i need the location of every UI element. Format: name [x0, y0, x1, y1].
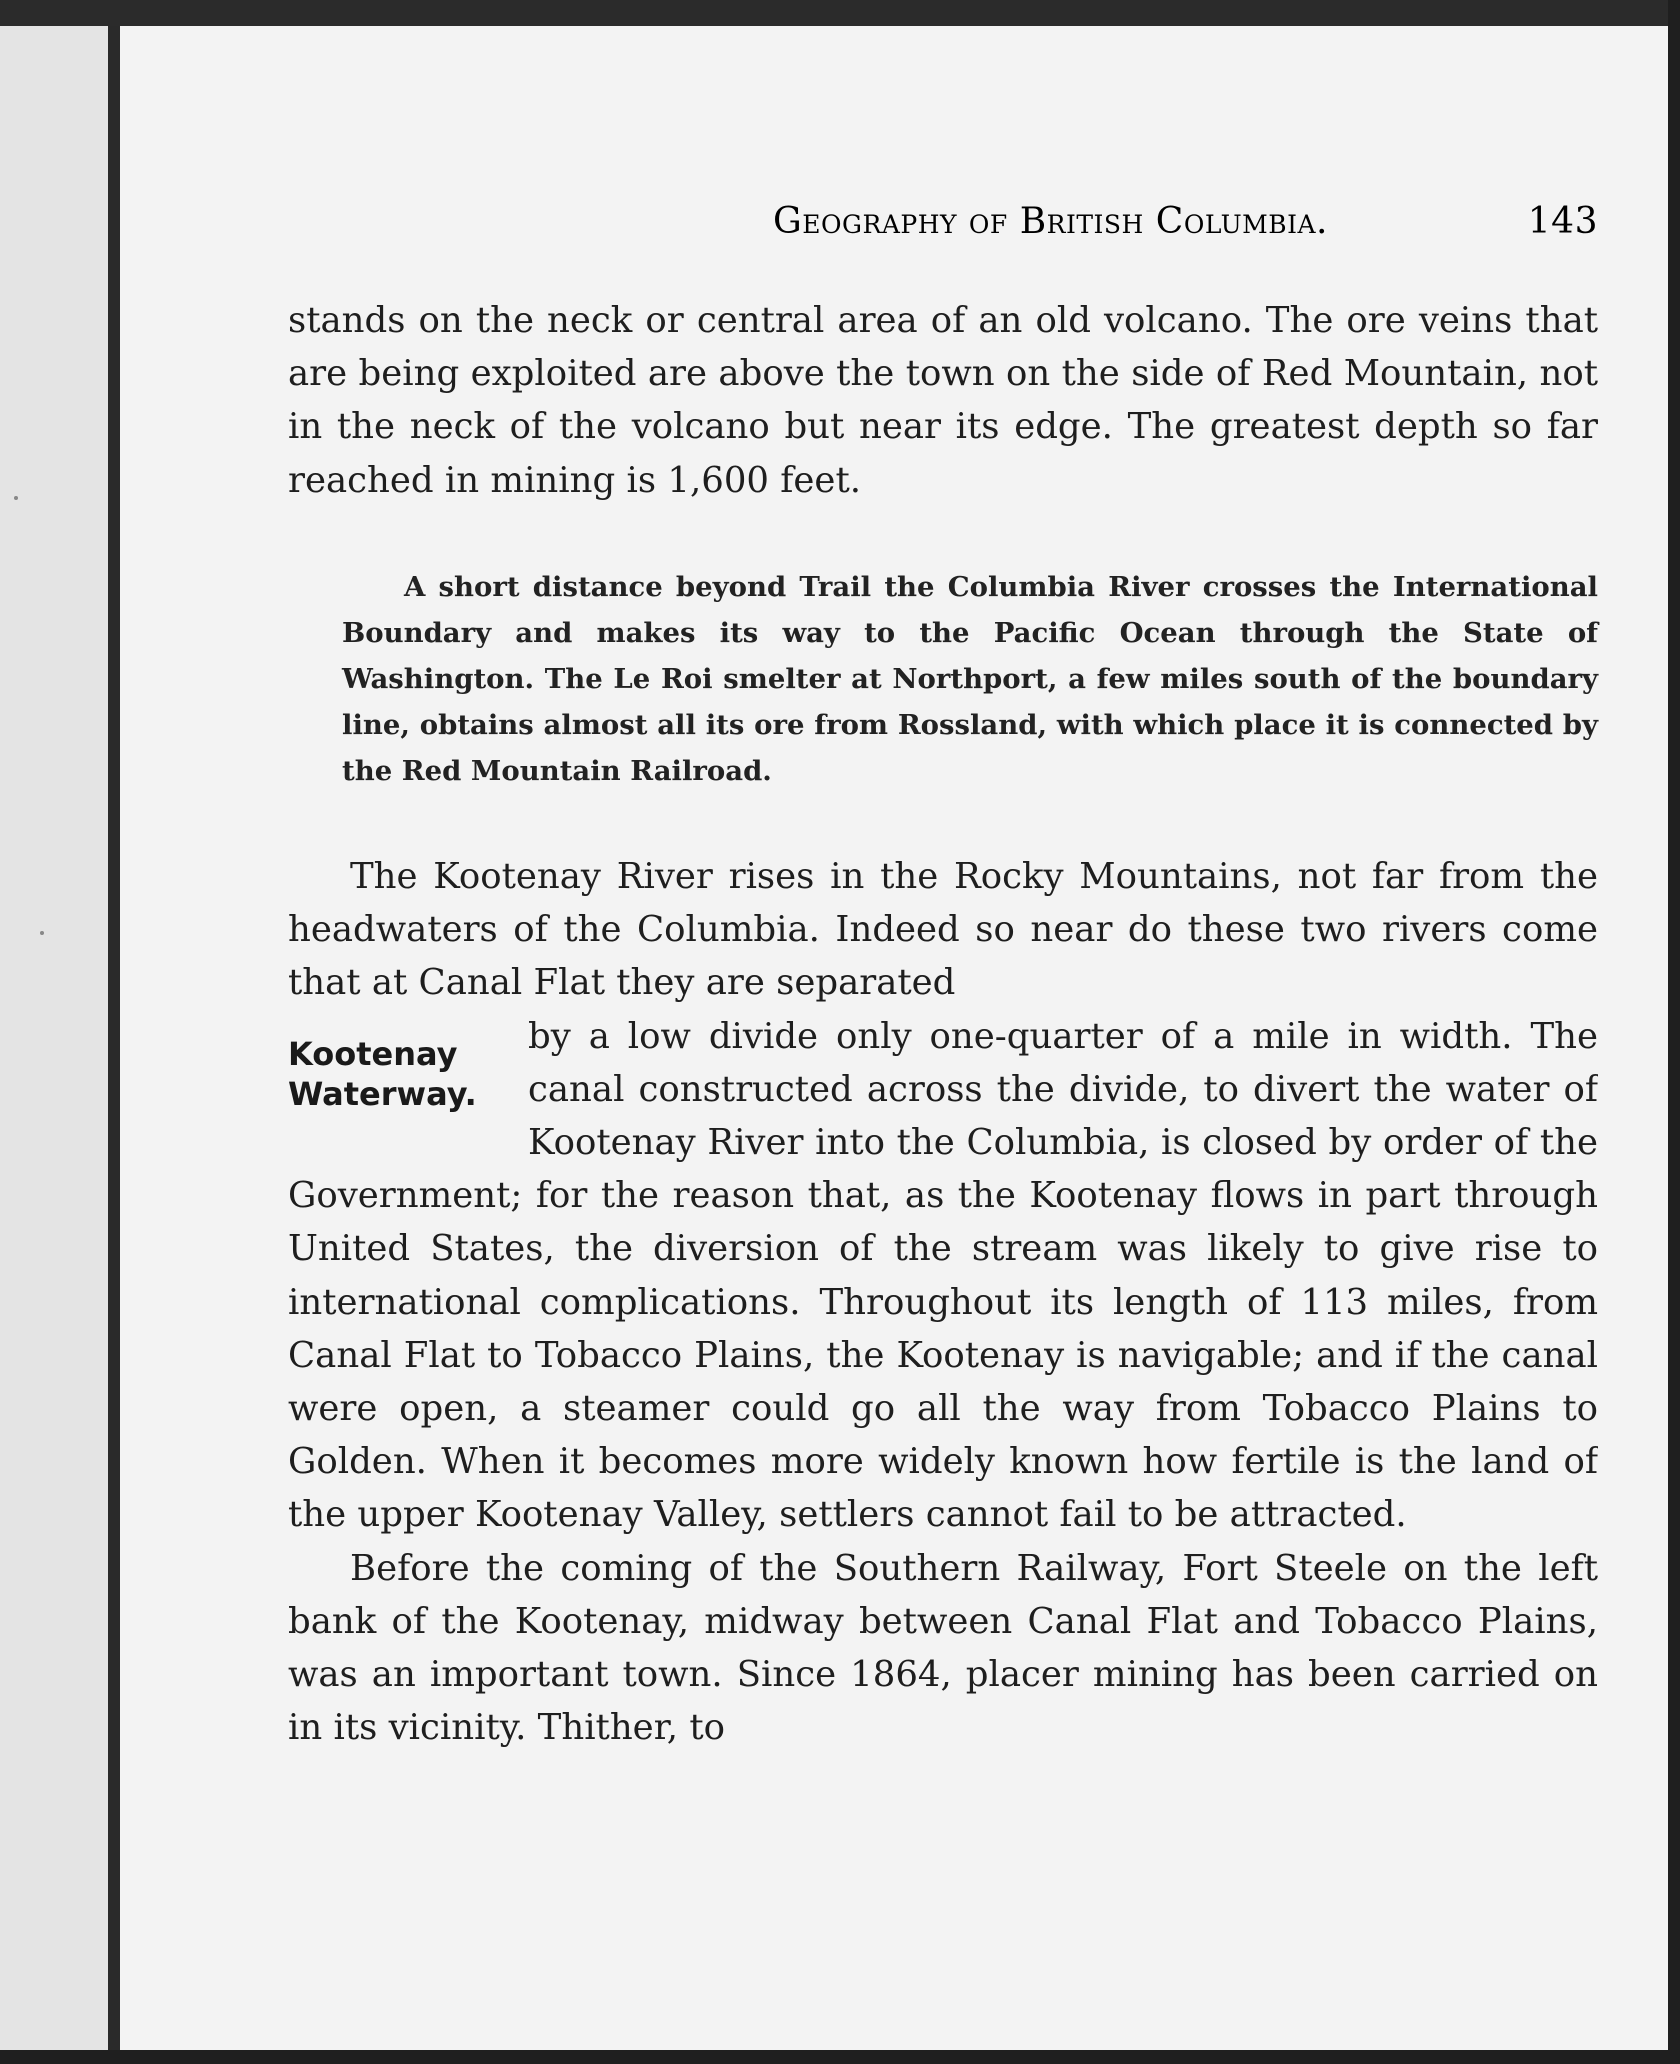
side-heading-line: Kootenay	[288, 1034, 458, 1073]
scan-border-right	[1668, 0, 1680, 2064]
scan-border-bottom	[0, 2050, 1680, 2064]
paragraph: The Kootenay River rises in the Rocky Mountains, not far from the headwaters of the Columbia. Indeed so near do these two rivers come that at Canal Flat they are separated	[288, 856, 1598, 1004]
scan-border-top	[0, 0, 1680, 26]
text-block-upper	[288, 294, 1598, 507]
book-gutter	[108, 26, 120, 2050]
running-title: Geography of British Columbia.	[773, 201, 1328, 242]
dust-speck	[14, 496, 18, 500]
text-block-lower	[288, 850, 1598, 1754]
previous-page-edge	[0, 26, 108, 2050]
small-print-note: A short distance beyond Trail the Columbia River crosses the International Boundary and makes its way to the Pacific Ocean through the State of Washington. The Le Roi smelter at Northport, a few miles south of the boundary line, obtains almost all its ore from Rossland, with which place it is connected by the Red Mountain Railroad.	[342, 571, 1598, 787]
side-heading	[288, 1010, 528, 1140]
kootenay-section	[288, 1010, 1598, 1542]
side-heading-line: Waterway.	[288, 1074, 477, 1113]
page-number: 143	[1527, 201, 1598, 242]
paragraph: Before the coming of the Southern Railway, Fort Steele on the left bank of the Kootenay, midway between Canal Flat and Tobacco Plains, was an important town. Since 1864, placer mining has been carried on in its vicinity. Thither, to	[288, 1547, 1598, 1749]
book-page	[120, 26, 1668, 2050]
dust-speck	[40, 931, 44, 935]
paragraph: by a low divide only one-quarter of a mile in width. The canal constructed across the divide, to divert the water of Kootenay River into the Columbia, is closed by order of the Government; for the reason that, as the Kootenay flows in part through United States, the diversion of the stream was likely to give rise to international complications. Throughout its length of 113 miles, from Canal Flat to Tobacco Plains, the Kootenay is navigable; and if the canal were open, a steamer could go all the way from Tobacco Plains to Golden. When it becomes more widely known how fertile is the land of the upper Kootenay Valley, settlers cannot fail to be attracted.	[288, 1015, 1598, 1536]
paragraph: stands on the neck or central area of an old volcano. The ore veins that are being exploited are above the town on the side of Red Mountain, not in the neck of the volcano but near its edge. The greatest depth so far reached in mining is 1,600 feet.	[288, 300, 1598, 501]
running-head	[288, 192, 1598, 252]
